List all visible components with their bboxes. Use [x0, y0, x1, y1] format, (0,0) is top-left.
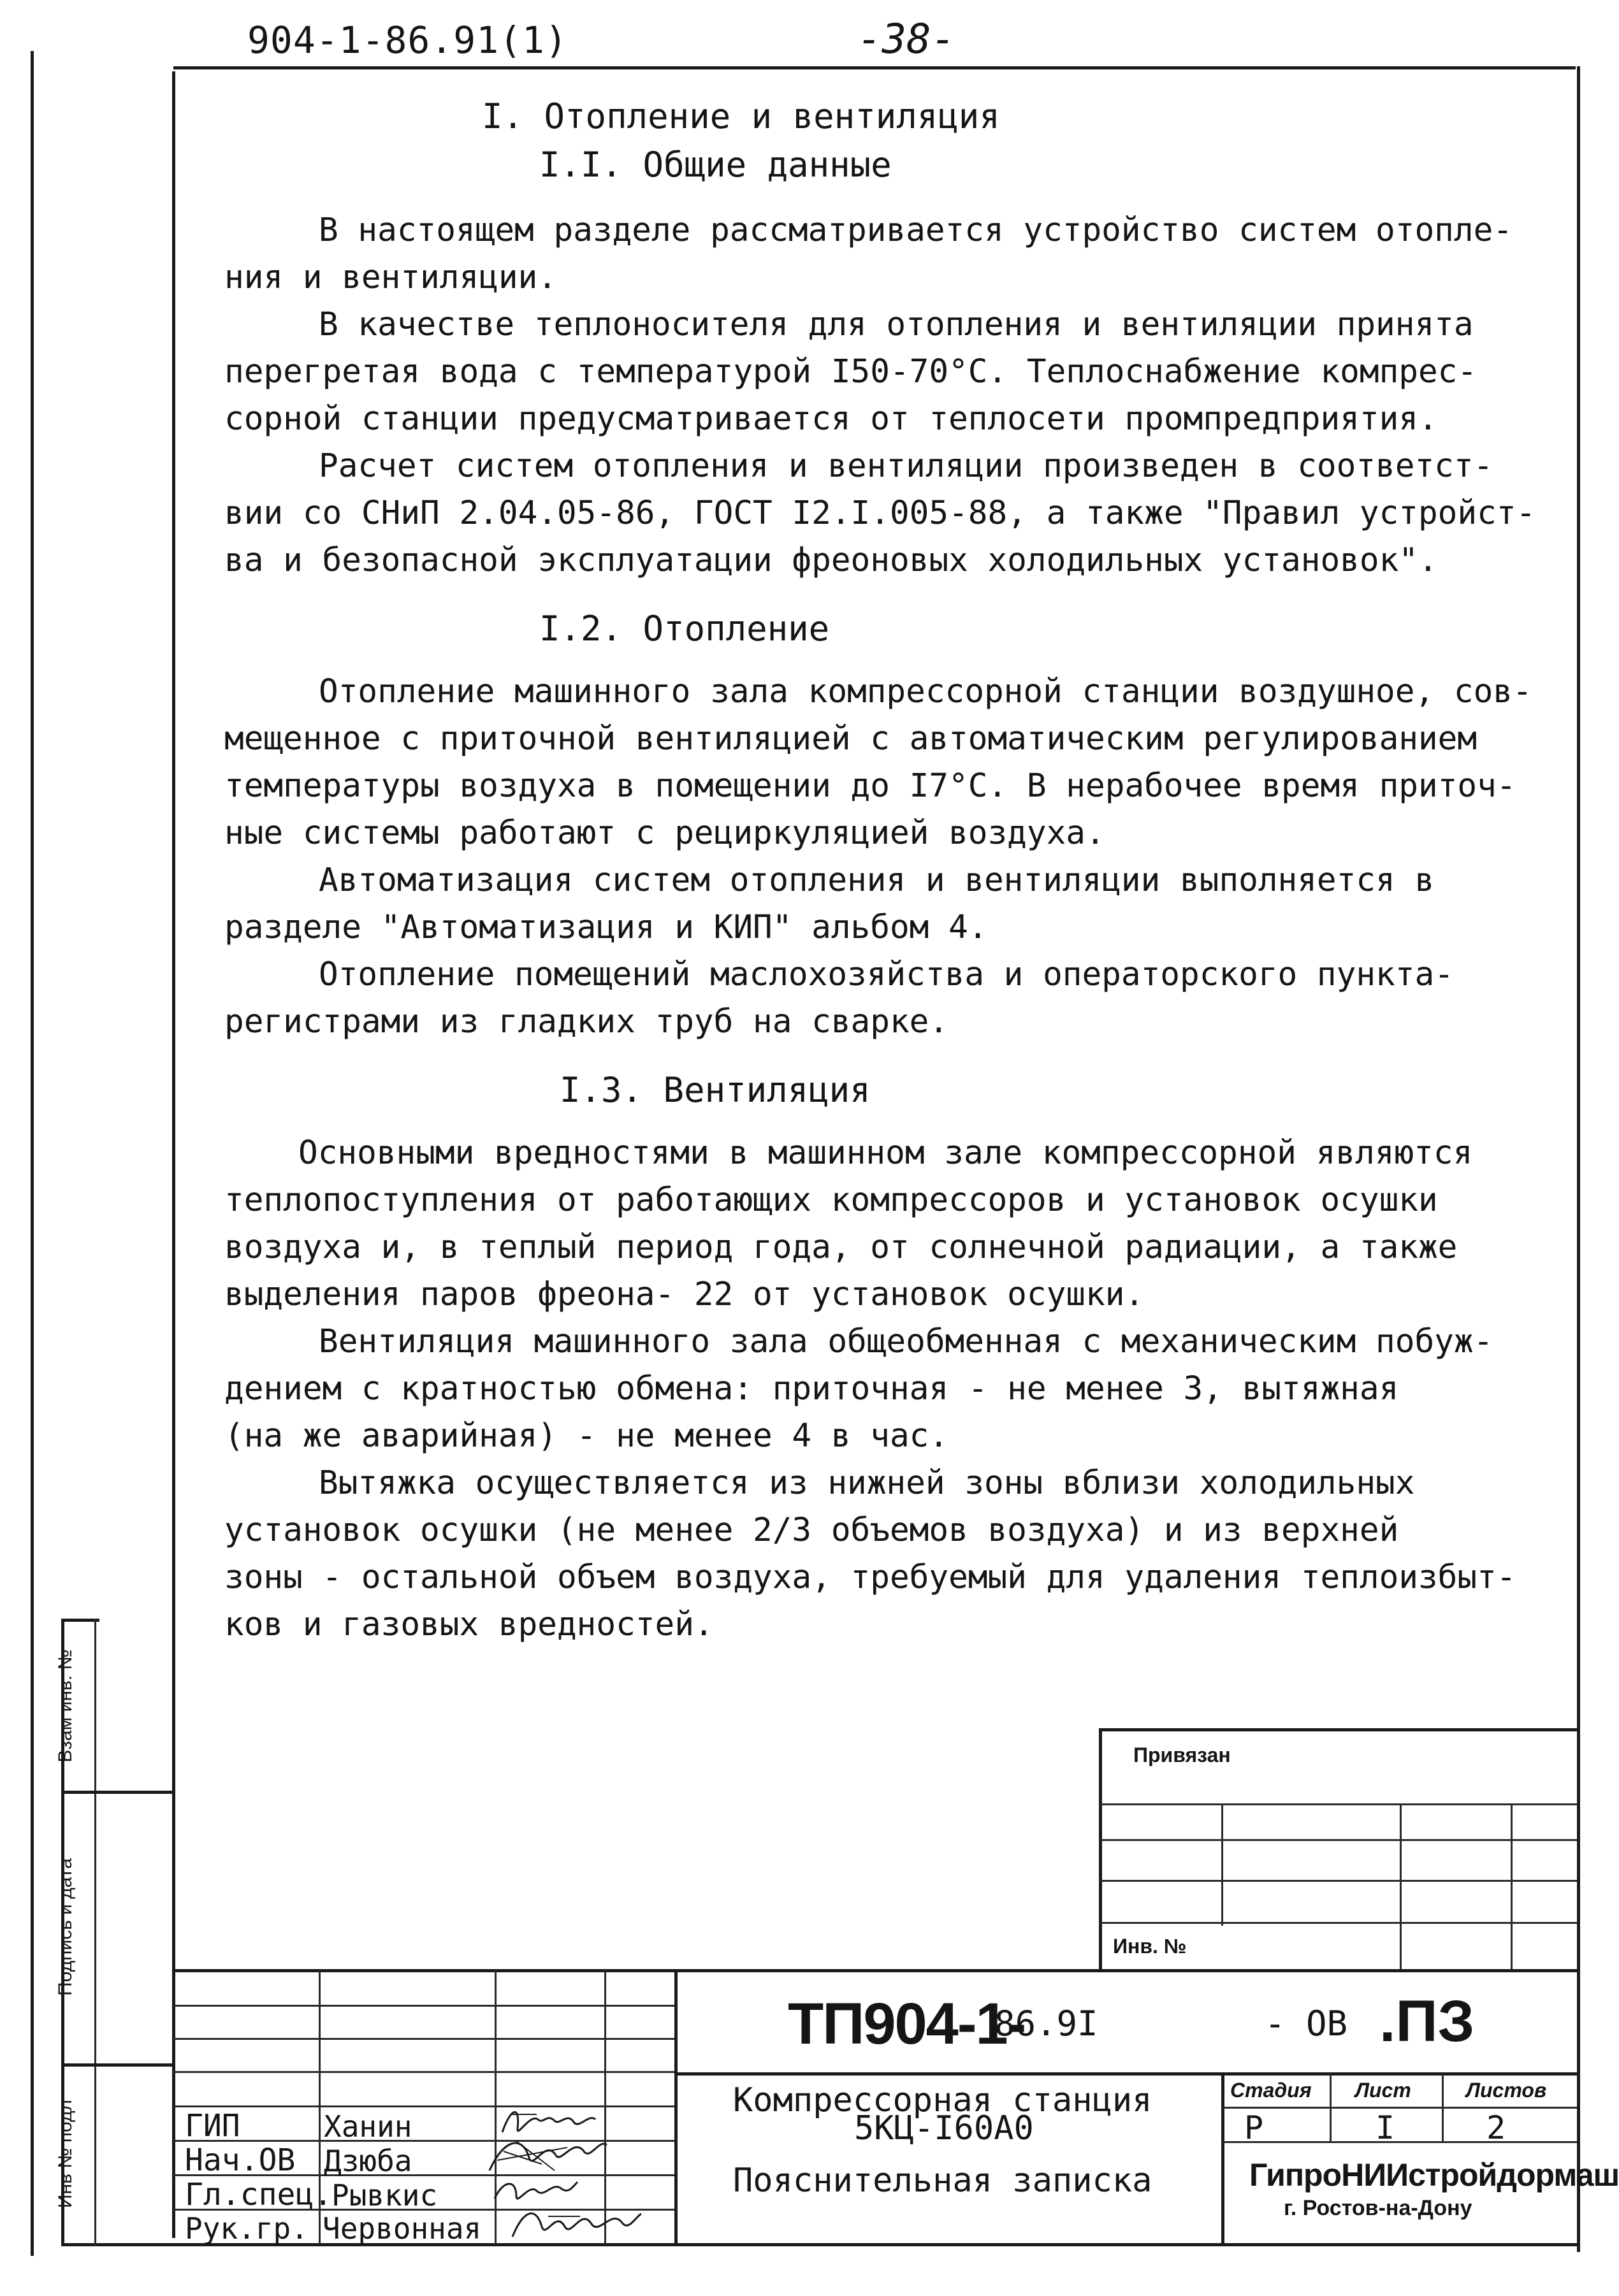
document-code: 904-1-86.91(1) — [247, 18, 568, 62]
title-block-main-divider — [674, 1969, 678, 2244]
frame-top-line — [173, 66, 1576, 69]
title-block-top — [173, 1969, 1578, 1972]
stamp-code-doc: .ПЗ — [1379, 1989, 1475, 2054]
text-line: температуры воздуха в помещении до I7°С. В нерабочее время приточ- — [224, 767, 1516, 805]
text-line: разделе "Автоматизация и КИП" альбом 4. — [224, 909, 988, 946]
person-name: Рывкис — [331, 2178, 438, 2213]
text-line: Автоматизация систем отопления и вентиляции выполняется в — [319, 862, 1435, 899]
sheet-label: Лист — [1355, 2079, 1411, 2102]
stage-value: Р — [1244, 2109, 1264, 2146]
organization-city: г. Ростов-на-Дону — [1284, 2196, 1472, 2220]
stage-header-line — [1223, 2107, 1577, 2109]
people-row-2 — [173, 2038, 674, 2040]
text-line: В настоящем разделе рассматривается устройство систем отопле- — [319, 212, 1513, 249]
person-role: Гл.спец. — [185, 2177, 333, 2213]
text-line: ния и вентиляции. — [224, 259, 557, 296]
person-role: ГИП — [185, 2108, 240, 2144]
person-name: Дзюба — [324, 2144, 412, 2178]
text-line: мещенное с приточной вентиляцией с автоматическим регулированием — [224, 720, 1477, 758]
text-line: установок осушки (не менее 2/3 объемов воздуха) и из верхней — [224, 1512, 1399, 1549]
section-heading-1: I. Отопление и вентиляция — [482, 96, 1000, 136]
people-row-3 — [173, 2071, 674, 2073]
stage-label: Стадия — [1230, 2079, 1312, 2102]
person-role: Рук.гр. — [185, 2211, 309, 2246]
privyazan-col-3 — [1511, 1805, 1513, 1970]
title-block-right-divider — [1221, 2072, 1224, 2244]
privyazan-block-left — [1099, 1728, 1102, 1970]
text-line: Отопление помещений маслохозяйства и операторского пункта- — [319, 956, 1454, 993]
person-name: Ханин — [324, 2109, 412, 2144]
text-line: дением с кратностью обмена: приточная - не менее 3, вытяжная — [224, 1370, 1399, 1408]
side-label-vzam: Взам инв. № — [55, 1649, 76, 1763]
document-name: Пояснительная записка — [733, 2162, 1152, 2200]
stamp-code-main: ТП904-1- — [788, 1991, 1026, 2056]
object-name-line-1: Компрессорная станция — [733, 2081, 1152, 2119]
person-name: Червонная — [323, 2211, 482, 2246]
privyazan-col-1 — [1221, 1805, 1223, 1926]
side-label-inv: Инв № подл — [55, 2099, 76, 2209]
text-line: Основными вредностями в машинном зале компрессорной являются — [298, 1134, 1473, 1172]
text-line: ва и безопасной эксплуатации фреоновых холодильных установок". — [224, 542, 1438, 579]
section-heading-1-3: I.3. Вентиляция — [560, 1070, 871, 1110]
privyazan-row-4 — [1100, 1922, 1577, 1924]
organization-name: ГипроНИИстройдормаш — [1249, 2157, 1619, 2193]
stamp-code-number: 86.9I — [994, 2004, 1098, 2044]
object-name-line-2: 5КЦ-I60А0 — [854, 2109, 1034, 2148]
frame-right-line — [1577, 66, 1580, 2252]
privyazan-col-2 — [1400, 1805, 1402, 1970]
privyazan-label: Привязан — [1133, 1744, 1231, 1766]
stage-values-line — [1223, 2141, 1577, 2143]
text-line: перегретая вода с температурой I50-70°С. Теплоснабжение компрес- — [224, 353, 1477, 391]
signature-chervonnaya — [510, 2201, 644, 2248]
text-line: регистрами из гладких труб на сварке. — [224, 1003, 949, 1041]
sheets-label: Листов — [1466, 2079, 1547, 2102]
sheet-value: I — [1376, 2109, 1395, 2146]
text-line: ные системы работают с рециркуляцией воздуха. — [224, 814, 1105, 852]
section-heading-1-1: I.I. Общие данные — [539, 145, 892, 185]
text-line: сорной станции предусматривается от теплосети промпредприятия. — [224, 400, 1438, 438]
stage-col-2 — [1442, 2074, 1444, 2142]
left-margin-line — [31, 51, 34, 2256]
text-line: воздуха и, в теплый период года, от солнечной радиации, а также — [224, 1229, 1458, 1266]
privyazan-row-2 — [1100, 1839, 1577, 1841]
privyazan-block-top — [1099, 1728, 1578, 1731]
inv-number-label: Инв. № — [1113, 1935, 1187, 1958]
text-line: выделения паров фреона- 22 от установок осушки. — [224, 1276, 1145, 1313]
text-line: теплопоступления от работающих компрессоров и установок осушки — [224, 1181, 1438, 1219]
text-line: вии со СНиП 2.04.05-86, ГОСТ I2.I.005-88, а также "Правил устройст- — [224, 495, 1536, 532]
side-label-podpis: Подпись и дата — [55, 1858, 76, 1996]
text-line: ков и газовых вредностей. — [224, 1606, 714, 1643]
people-row-1 — [173, 2005, 674, 2007]
privyazan-row-3 — [1100, 1880, 1577, 1882]
stage-col-1 — [1330, 2074, 1332, 2142]
side-strip-divider — [94, 1619, 96, 2246]
text-line: Отопление машинного зала компрессорной станции воздушное, сов- — [319, 673, 1532, 711]
frame-left-line — [172, 71, 175, 2238]
page-number: -38- — [857, 16, 956, 63]
text-line: зоны - остальной объем воздуха, требуемый для удаления теплоизбыт- — [224, 1559, 1516, 1596]
privyazan-row-1 — [1100, 1803, 1577, 1805]
person-role: Нач.ОВ — [185, 2142, 296, 2178]
section-heading-1-2: I.2. Отопление — [539, 609, 830, 649]
text-line: Вытяжка осуществляется из нижней зоны вблизи холодильных — [319, 1464, 1415, 1502]
side-strip-sep-1 — [61, 1791, 173, 1794]
sheets-value: 2 — [1486, 2109, 1506, 2146]
text-line: Вентиляция машинного зала общеобменная с механическим побуж- — [319, 1323, 1493, 1361]
stamp-code-suffix: - ОВ — [1265, 2004, 1348, 2044]
text-line: Расчет систем отопления и вентиляции произведен в соответст- — [319, 447, 1493, 485]
text-line: (на же аварийная) - не менее 4 в час. — [224, 1417, 949, 1455]
side-strip-top — [61, 1619, 99, 1622]
text-line: В качестве теплоносителя для отопления и вентиляции принята — [319, 306, 1474, 343]
signature-dzyuba — [484, 2132, 612, 2179]
